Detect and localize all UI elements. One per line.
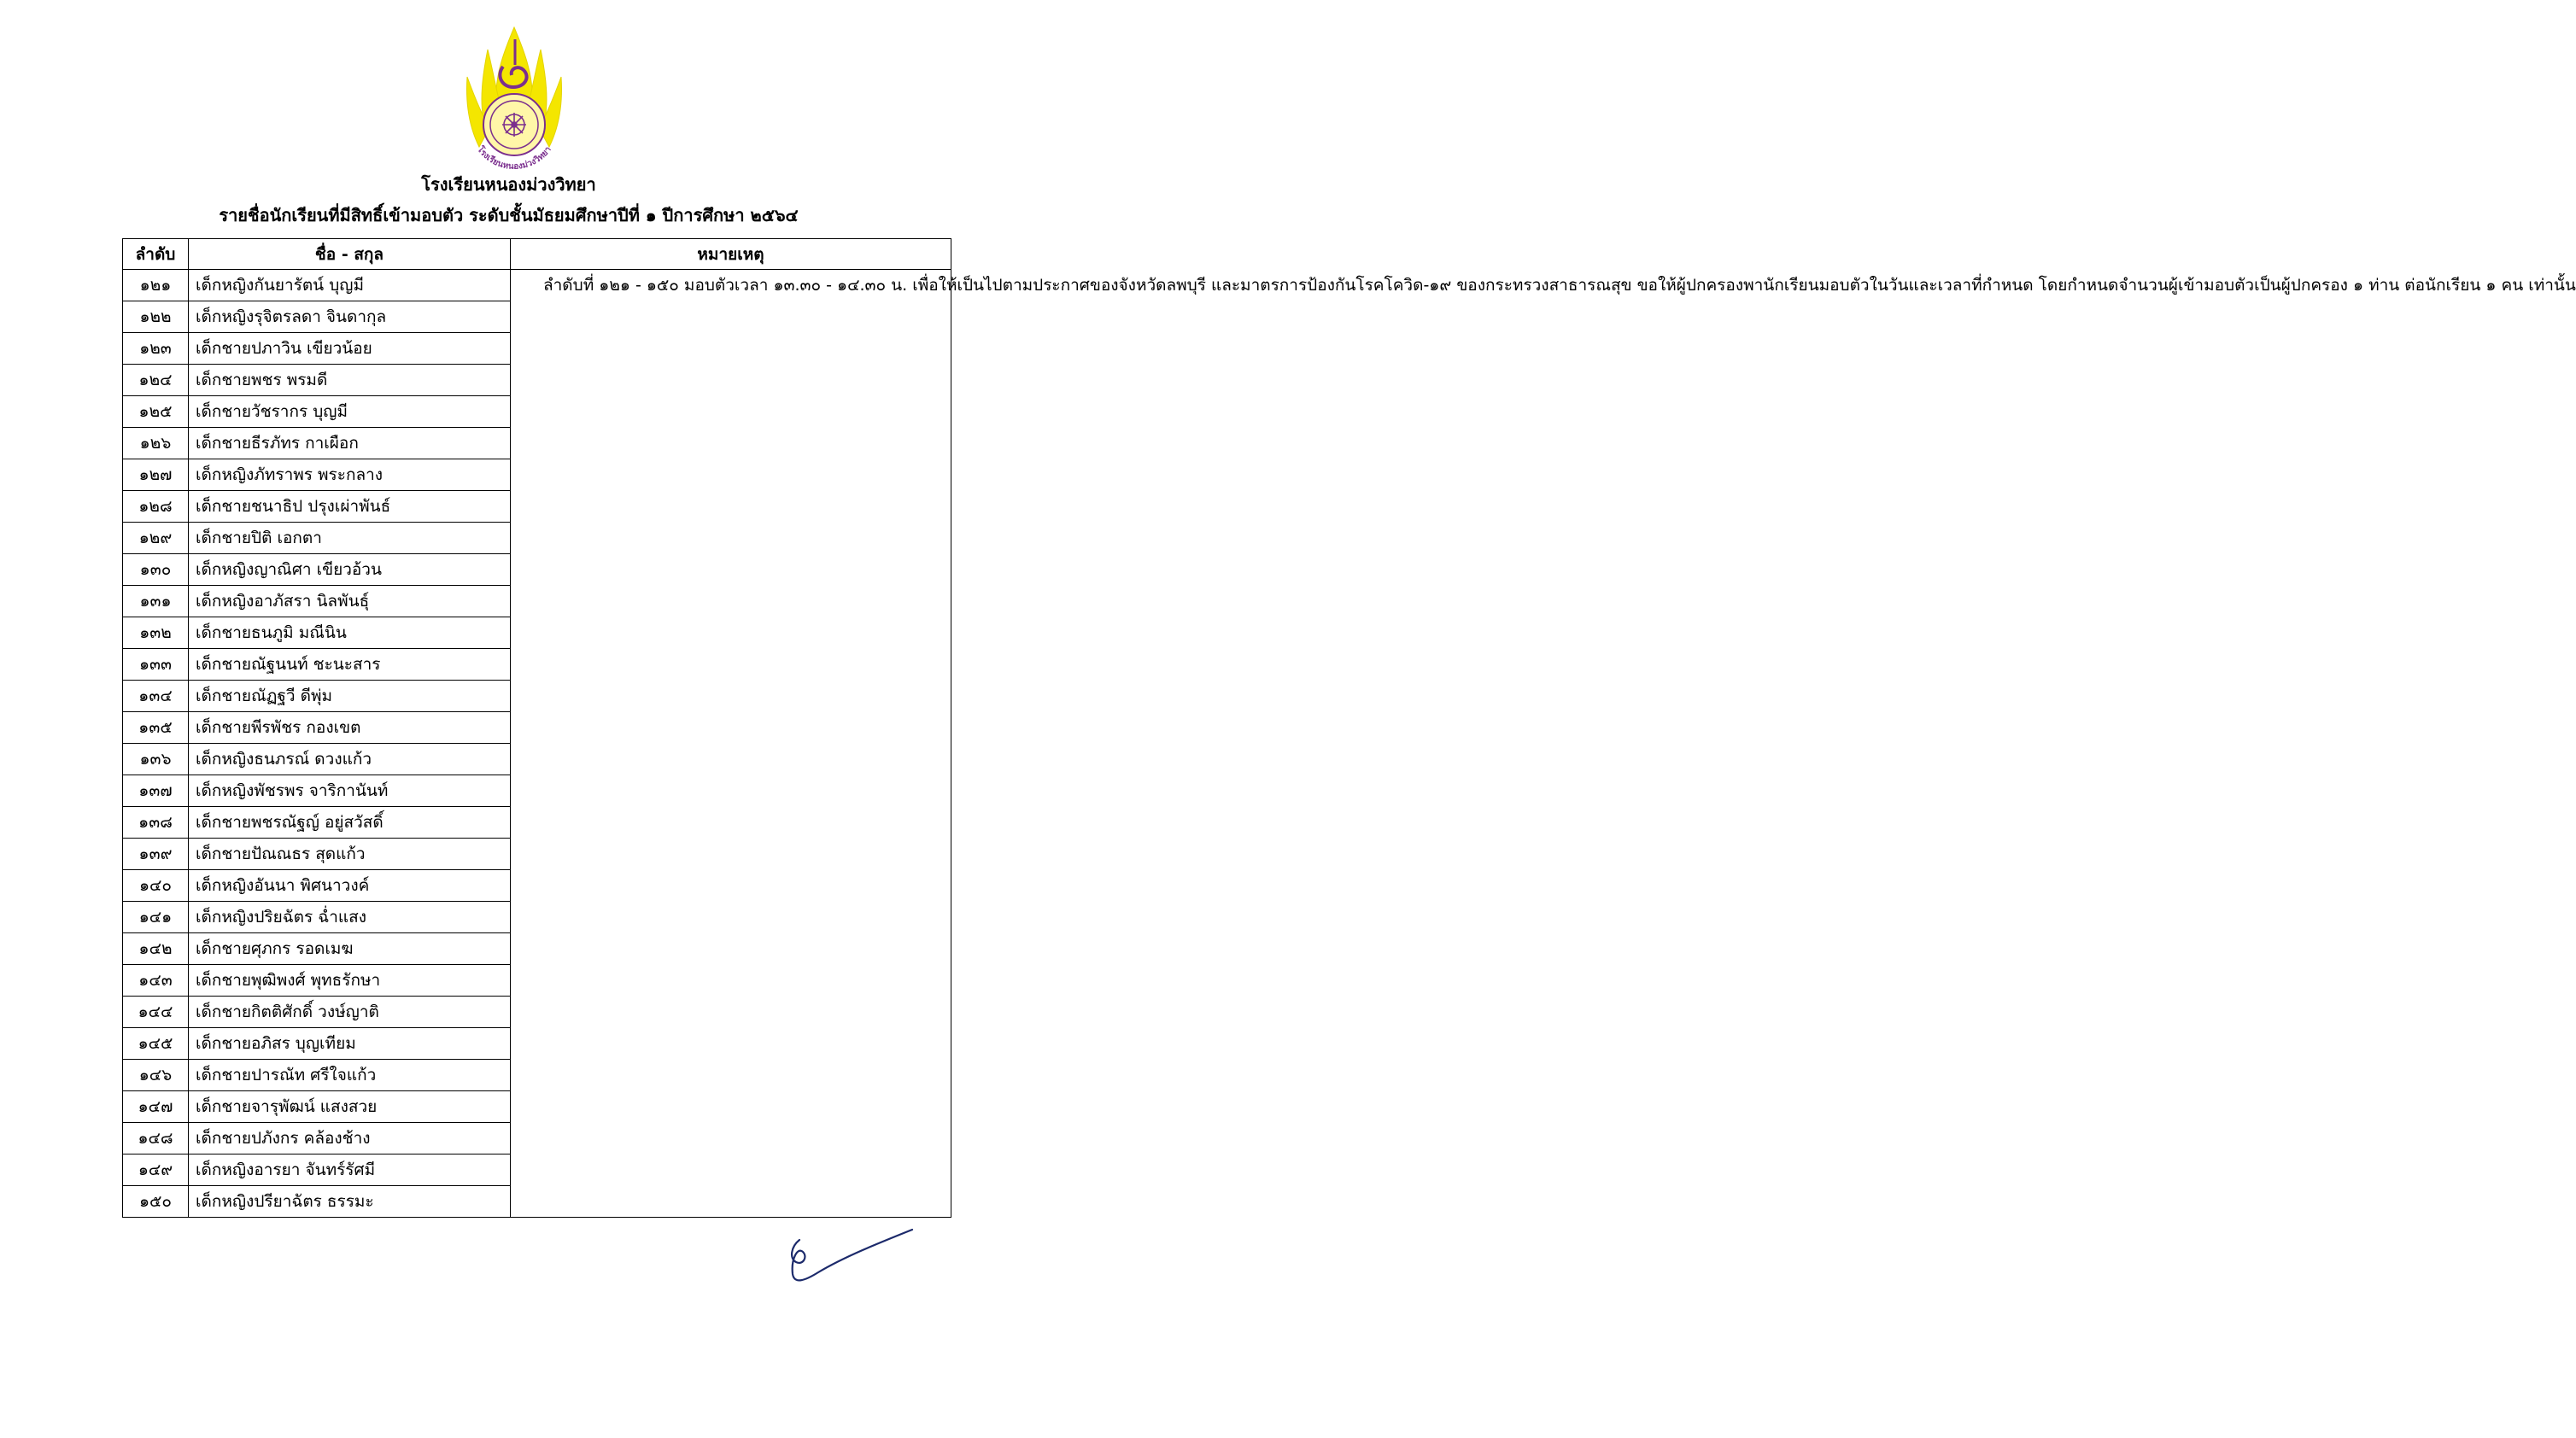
row-student-name: เด็กหญิงกันยารัตน์ บุญมี: [189, 270, 511, 301]
row-order-number: ๑๒๙: [123, 523, 189, 554]
row-student-name: เด็กหญิงอันนา พิศนาวงค์: [189, 870, 511, 902]
row-student-name: เด็กชายปภาวิน เขียวน้อย: [189, 333, 511, 365]
row-order-number: ๑๔๖: [123, 1060, 189, 1091]
remark-cell: [511, 270, 2576, 1218]
row-order-number: ๑๔๙: [123, 1154, 189, 1186]
row-order-number: ๑๓๑: [123, 586, 189, 617]
row-order-number: ๑๓๐: [123, 554, 189, 586]
student-table: [122, 238, 2576, 1218]
row-student-name: เด็กชายปัณณธร สุดแก้ว: [189, 839, 511, 870]
document-subtitle: รายชื่อนักเรียนที่มีสิทธิ์เข้ามอบตัว ระดับชั้นมัธยมศึกษาปีที่ ๑ ปีการศึกษา ๒๕๖๔: [219, 205, 799, 225]
table-header-row: [123, 239, 951, 270]
row-student-name: เด็กชายปิติ เอกตา: [189, 523, 511, 554]
row-order-number: ๑๓๕: [123, 712, 189, 744]
row-student-name: เด็กชายธีรภัทร กาเผือก: [189, 428, 511, 459]
signature: [784, 1225, 921, 1293]
row-order-number: ๑๓๖: [123, 744, 189, 775]
column-header-order: ลำดับ: [123, 239, 189, 270]
table-row: [123, 270, 951, 301]
row-order-number: ๑๔๕: [123, 1028, 189, 1060]
column-header-remark: หมายเหตุ: [511, 239, 951, 270]
row-student-name: เด็กชายศุภกร รอดเมฆ: [189, 933, 511, 965]
row-student-name: เด็กชายวัชรากร บุญมี: [189, 396, 511, 428]
row-student-name: เด็กหญิงอารยา จันทร์รัศมี: [189, 1154, 511, 1186]
row-student-name: เด็กหญิงภัทราพร พระกลาง: [189, 459, 511, 491]
row-order-number: ๑๓๔: [123, 681, 189, 712]
row-student-name: เด็กหญิงพัชรพร จาริกานันท์: [189, 775, 511, 807]
row-order-number: ๑๔๑: [123, 902, 189, 933]
logo-school-name: โรงเรียนหนองม่วงวิทยา: [475, 144, 553, 172]
row-order-number: ๑๔๔: [123, 997, 189, 1028]
row-student-name: เด็กชายปภังกร คล้องช้าง: [189, 1123, 511, 1154]
row-student-name: เด็กชายอภิสร บุญเทียม: [189, 1028, 511, 1060]
school-name: โรงเรียนหนองม่วงวิทยา: [421, 174, 596, 195]
row-order-number: ๑๒๑: [123, 270, 189, 301]
row-order-number: ๑๔๐: [123, 870, 189, 902]
row-student-name: เด็กหญิงญาณิศา เขียวอ้วน: [189, 554, 511, 586]
row-student-name: เด็กหญิงรุจิตรลดา จินดากุล: [189, 301, 511, 333]
row-order-number: ๑๒๔: [123, 365, 189, 396]
row-order-number: ๑๒๗: [123, 459, 189, 491]
row-student-name: เด็กชายพชร พรมดี: [189, 365, 511, 396]
row-order-number: ๑๓๗: [123, 775, 189, 807]
row-order-number: ๑๓๒: [123, 617, 189, 649]
row-student-name: เด็กชายกิตติศักดิ์ วงษ์ญาติ: [189, 997, 511, 1028]
row-order-number: ๑๒๕: [123, 396, 189, 428]
column-header-name: ชื่อ - สกุล: [189, 239, 511, 270]
row-order-number: ๑๓๙: [123, 839, 189, 870]
row-student-name: เด็กชายพีรพัชร กองเขต: [189, 712, 511, 744]
row-student-name: เด็กชายจารุพัฒน์ แสงสวย: [189, 1091, 511, 1123]
row-student-name: เด็กชายชนาธิป ปรุงเผ่าพันธ์: [189, 491, 511, 523]
row-student-name: เด็กหญิงปรียาฉัตร ธรรมะ: [189, 1186, 511, 1218]
row-order-number: ๑๔๒: [123, 933, 189, 965]
school-logo: [454, 24, 575, 174]
table-body: [123, 270, 2576, 1218]
row-order-number: ๑๒๓: [123, 333, 189, 365]
row-student-name: เด็กชายพุฒิพงศ์ พุทธรักษา: [189, 965, 511, 997]
row-order-number: ๑๕๐: [123, 1186, 189, 1218]
row-order-number: ๑๔๘: [123, 1123, 189, 1154]
row-order-number: ๑๔๗: [123, 1091, 189, 1123]
row-order-number: ๑๒๘: [123, 491, 189, 523]
row-student-name: เด็กชายพชรณัฐญ์ อยู่สวัสดิ์: [189, 807, 511, 839]
row-student-name: เด็กหญิงปริยฉัตร ฉ่ำแสง: [189, 902, 511, 933]
row-student-name: เด็กหญิงอาภัสรา นิลพันธุ์: [189, 586, 511, 617]
row-order-number: ๑๒๒: [123, 301, 189, 333]
row-order-number: ๑๔๓: [123, 965, 189, 997]
row-order-number: ๑๒๖: [123, 428, 189, 459]
remark-text: ลำดับที่ ๑๒๑ - ๑๕๐ มอบตัวเวลา ๑๓.๓๐ - ๑๔.๓๐ น. เพื่อให้เป็นไปตามประกาศของจังหวัดลพบุรี และมาตรการป้องกันโรคโควิด-๑๙ ของกระทรวงสาธารณสุข ขอให้ผู้ปกครองพานักเรียนมอบตัวในวันและเวลาที่กำหนด โดยกำหนดจำนวนผู้เข้ามอบตัวเป็นผู้ปกครอง ๑ ท่าน ต่อนักเรียน ๑ คน เท่านั้น: [543, 276, 2576, 295]
row-order-number: ๑๓๘: [123, 807, 189, 839]
row-order-number: ๑๓๓: [123, 649, 189, 681]
row-student-name: เด็กชายปารณัท ศรีใจแก้ว: [189, 1060, 511, 1091]
row-student-name: เด็กชายธนภูมิ มณีนิน: [189, 617, 511, 649]
row-student-name: เด็กหญิงธนภรณ์ ดวงแก้ว: [189, 744, 511, 775]
row-student-name: เด็กชายณัฏฐวี ดีพุ่ม: [189, 681, 511, 712]
row-student-name: เด็กชายณัฐนนท์ ชะนะสาร: [189, 649, 511, 681]
